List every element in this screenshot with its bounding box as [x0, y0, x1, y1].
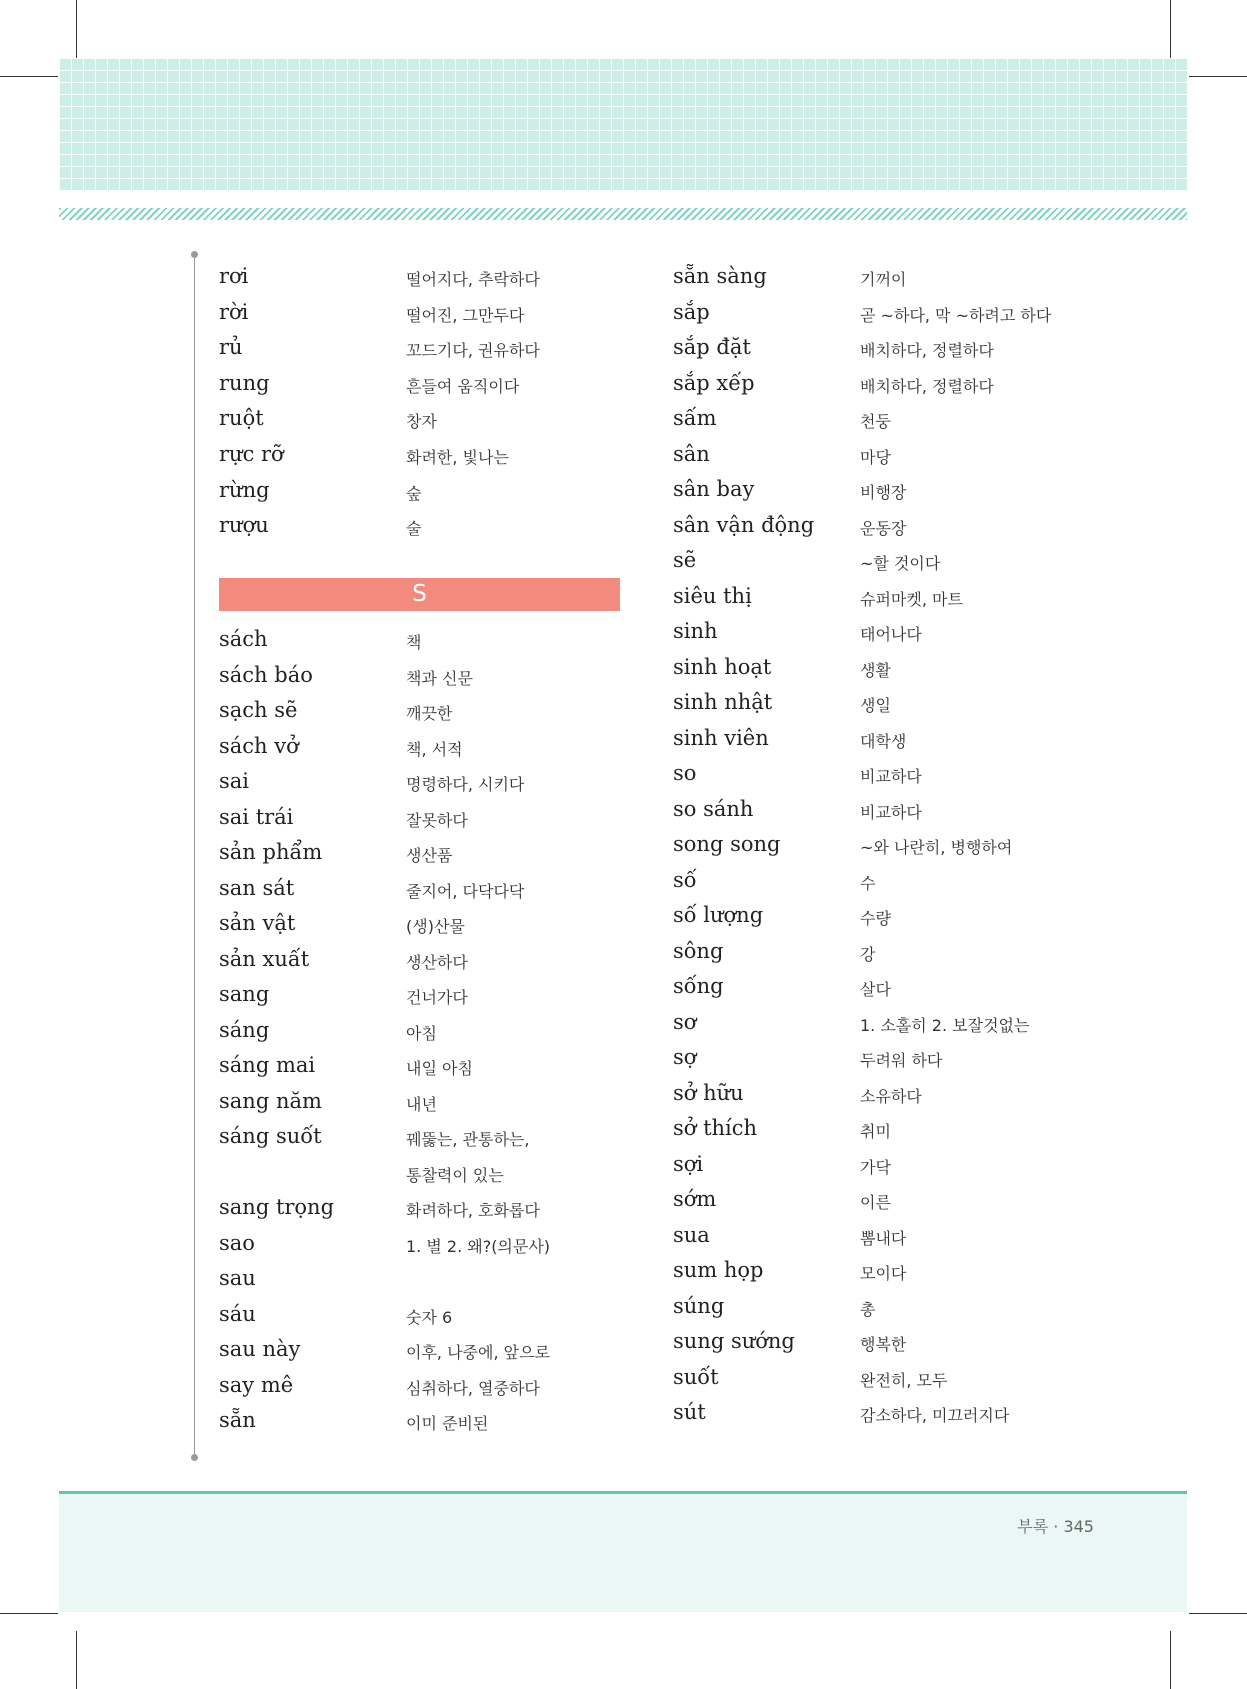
entry-word: rủ	[219, 335, 243, 360]
entry-word: sông	[673, 938, 724, 963]
entry-meaning: 모이다	[860, 1264, 907, 1283]
entry-word: sang năm	[219, 1088, 322, 1113]
entry-meaning: 명령하다, 시키다	[406, 775, 525, 794]
dictionary-entry	[219, 1195, 639, 1229]
dictionary-entry	[673, 1400, 1093, 1434]
entry-word: sao	[219, 1230, 255, 1255]
column-rule-dot	[191, 1454, 198, 1461]
dictionary-entry	[673, 371, 1093, 405]
dictionary-entry	[219, 300, 639, 334]
entry-meaning: 이른	[860, 1193, 891, 1212]
entry-meaning: 술	[406, 519, 422, 539]
entry-meaning: 잘못하다	[406, 810, 468, 830]
entry-word: rời	[219, 299, 249, 324]
crop-mark	[0, 76, 58, 77]
entry-meaning: 심취하다, 열중하다	[406, 1378, 540, 1398]
entry-word: sai trái	[219, 804, 294, 829]
entry-meaning: 줄지어, 다닥다닥	[406, 881, 525, 901]
entry-meaning: 흔들여 움직이다	[406, 376, 520, 396]
dictionary-entry	[673, 1223, 1093, 1257]
entry-word: siêu thị	[673, 583, 752, 608]
entry-meaning: 태어나다	[860, 625, 922, 644]
entry-word: sau này	[219, 1337, 301, 1361]
dictionary-entry	[219, 1266, 639, 1300]
dictionary-entry	[673, 264, 1093, 298]
dictionary-entry	[219, 1408, 639, 1442]
entry-word: sáng	[219, 1017, 270, 1042]
dictionary-entry	[673, 690, 1093, 724]
dictionary-entry	[673, 1365, 1093, 1399]
dictionary-entry	[219, 1053, 639, 1087]
entry-word: súng	[673, 1293, 725, 1318]
entry-meaning: 배치하다, 정렬하다	[860, 376, 994, 396]
entry-meaning: 비교하다	[860, 802, 922, 822]
entry-word: song song	[673, 832, 781, 856]
entry-word: sợ	[673, 1045, 697, 1069]
entry-meaning: 생일	[860, 696, 891, 715]
dictionary-entry	[219, 513, 639, 547]
entry-meaning: ~할 것이다	[860, 554, 941, 573]
dictionary-entry	[673, 1116, 1093, 1150]
entry-meaning: 감소하다, 미끄러지다	[860, 1406, 1010, 1425]
entry-word: sân	[673, 441, 710, 466]
entry-word: sai	[219, 769, 250, 793]
entry-word: sang	[219, 982, 270, 1006]
crop-mark	[1189, 1613, 1247, 1614]
dictionary-entry	[219, 663, 639, 697]
dictionary-entry	[219, 1302, 639, 1336]
entry-meaning: 숫자 6	[406, 1307, 453, 1327]
entry-meaning: 뽐내다	[860, 1228, 907, 1248]
entry-word: sản phẩm	[219, 840, 323, 864]
entry-meaning: 가닥	[860, 1157, 891, 1177]
entry-word: so sánh	[673, 796, 754, 821]
dictionary-entry	[219, 1160, 639, 1194]
entry-word: sơ	[673, 1009, 697, 1034]
entry-meaning: 슈퍼마켓, 마트	[860, 589, 963, 609]
entry-meaning: 생산품	[406, 846, 453, 865]
dictionary-entry	[219, 627, 639, 661]
dictionary-entry	[219, 1018, 639, 1052]
entry-word: sở hữu	[673, 1080, 744, 1105]
entry-meaning: 총	[860, 1299, 876, 1319]
dictionary-entry	[673, 406, 1093, 440]
dictionary-entry	[673, 1081, 1093, 1115]
entry-meaning: 생산하다	[406, 952, 468, 972]
entry-meaning: 화려한, 빛나는	[406, 448, 509, 467]
entry-meaning: 마당	[860, 447, 891, 467]
dictionary-entry	[219, 698, 639, 732]
entry-word: sắp	[673, 299, 710, 324]
dictionary-entry	[673, 335, 1093, 369]
entry-word: rực rỡ	[219, 442, 284, 466]
dictionary-entry	[219, 406, 639, 440]
dictionary-entry	[673, 903, 1093, 937]
dictionary-entry	[219, 840, 639, 874]
entry-meaning: 천둥	[860, 412, 891, 431]
entry-word: số	[673, 867, 697, 892]
dictionary-entry	[673, 974, 1093, 1008]
dictionary-entry	[673, 1152, 1093, 1186]
dictionary-entry	[219, 1337, 639, 1371]
entry-word: sẽ	[673, 548, 697, 572]
entry-word: sống	[673, 974, 724, 998]
entry-word: sắp xếp	[673, 370, 755, 395]
footer-band	[59, 1494, 1187, 1612]
entry-meaning: 곧 ~하다, 막 ~하려고 하다	[860, 305, 1052, 325]
dictionary-entry	[219, 1124, 639, 1158]
header-grid-band	[59, 58, 1187, 190]
dictionary-entry	[673, 761, 1093, 795]
dictionary-entry	[673, 797, 1093, 831]
entry-meaning: 두려워 하다	[860, 1051, 943, 1070]
entry-word: sang trọng	[219, 1195, 335, 1219]
entry-meaning: 비행장	[860, 483, 907, 502]
entry-meaning: 배치하다, 정렬하다	[860, 341, 994, 360]
entry-meaning: 창자	[406, 412, 437, 432]
entry-meaning: 내년	[406, 1094, 437, 1114]
crop-mark	[76, 0, 77, 58]
dictionary-entry	[673, 868, 1093, 902]
entry-word: rơi	[219, 264, 249, 288]
dictionary-entry	[219, 805, 639, 839]
entry-word: sẵn	[219, 1408, 256, 1432]
entry-word: sản xuất	[219, 946, 310, 971]
entry-meaning: 완전히, 모두	[860, 1370, 948, 1390]
dictionary-entry	[219, 1089, 639, 1123]
dictionary-entry	[673, 1045, 1093, 1079]
entry-meaning: 건너가다	[406, 988, 468, 1007]
entry-meaning: 깨끗한	[406, 704, 453, 723]
entry-word: sân bay	[673, 477, 755, 501]
entry-meaning: ~와 나란히, 병행하여	[860, 838, 1013, 857]
entry-word: rung	[219, 370, 270, 395]
dictionary-entry	[673, 655, 1093, 689]
entry-meaning: 운동장	[860, 518, 907, 538]
entry-meaning: 꼬드기다, 권유하다	[406, 341, 540, 361]
page-number: 부록 · 345	[1017, 1517, 1094, 1536]
dictionary-entry	[219, 335, 639, 369]
entry-word: sấm	[673, 406, 717, 430]
entry-word: sáu	[219, 1301, 256, 1326]
entry-word: sách báo	[219, 662, 313, 687]
dictionary-entry	[219, 371, 639, 405]
entry-meaning: 기꺼이	[860, 270, 907, 289]
entry-meaning: 살다	[860, 980, 891, 999]
dictionary-entry	[673, 1258, 1093, 1292]
entry-word: sua	[673, 1222, 710, 1247]
entry-word: san sát	[219, 875, 295, 900]
entry-word: rượu	[219, 513, 269, 538]
entry-meaning: 책과 신문	[406, 668, 473, 688]
entry-word: sinh viên	[673, 725, 769, 750]
entry-word: sum họp	[673, 1258, 764, 1282]
dictionary-entry	[673, 1187, 1093, 1221]
entry-meaning: 취미	[860, 1122, 891, 1141]
dictionary-entry	[673, 1329, 1093, 1363]
entry-word: sáng mai	[219, 1053, 316, 1077]
header-hatch-stripe	[59, 208, 1187, 220]
entry-meaning: 1. 소홀히 2. 보잘것없는	[860, 1015, 1030, 1035]
crop-mark	[1170, 0, 1171, 58]
entry-meaning: 이미 준비된	[406, 1414, 489, 1433]
entry-meaning: 떨어지다, 추락하다	[406, 270, 540, 289]
dictionary-entry	[673, 619, 1093, 653]
crop-mark	[1170, 1631, 1171, 1689]
entry-word: ruột	[219, 406, 264, 431]
dictionary-entry	[673, 1010, 1093, 1044]
entry-meaning: 대학생	[860, 731, 907, 751]
section-heading-s: S	[219, 578, 620, 611]
dictionary-entry	[219, 911, 639, 945]
dictionary-entry	[219, 478, 639, 512]
entry-word: sớm	[673, 1187, 717, 1211]
entry-word: suốt	[673, 1364, 719, 1389]
dictionary-entry	[219, 769, 639, 803]
crop-mark	[76, 1631, 77, 1689]
entry-meaning: 내일 아침	[406, 1059, 473, 1078]
entry-meaning: 1. 별 2. 왜?(의문사)	[406, 1236, 551, 1256]
entry-meaning: 꿰뚫는, 관통하는,	[406, 1130, 530, 1149]
entry-meaning: 생활	[860, 660, 891, 680]
dictionary-entry	[673, 442, 1093, 476]
entry-word: sẵn sàng	[673, 264, 767, 288]
entry-meaning: 통찰력이 있는	[406, 1165, 504, 1185]
entry-word: sáng suốt	[219, 1124, 322, 1148]
entry-meaning: 수량	[860, 909, 891, 928]
dictionary-entry	[673, 726, 1093, 760]
dictionary-entry	[219, 1373, 639, 1407]
dictionary-entry	[219, 442, 639, 476]
dictionary-entry	[673, 300, 1093, 334]
entry-meaning: 책, 서적	[406, 739, 463, 759]
dictionary-entry	[673, 1294, 1093, 1328]
entry-meaning: 떨어진, 그만두다	[406, 305, 525, 325]
entry-meaning: (생)산물	[406, 917, 465, 936]
entry-word: sau	[219, 1266, 256, 1290]
entry-word: rừng	[219, 477, 270, 502]
dictionary-entry	[673, 832, 1093, 866]
entry-word: sinh	[673, 619, 718, 643]
entry-word: sách vở	[219, 733, 299, 758]
entry-word: sản vật	[219, 911, 296, 935]
entry-meaning: 이후, 나중에, 앞으로	[406, 1343, 550, 1362]
dictionary-entry	[673, 477, 1093, 511]
entry-word: số lượng	[673, 903, 764, 927]
crop-mark	[1189, 76, 1247, 77]
dictionary-entry	[673, 939, 1093, 973]
entry-word: sạch sẽ	[219, 698, 298, 722]
entry-meaning: 비교하다	[860, 767, 922, 786]
entry-meaning: 화려하다, 호화롭다	[406, 1201, 540, 1220]
dictionary-entry	[219, 982, 639, 1016]
entry-meaning: 수	[860, 873, 876, 893]
column-rule-dot	[191, 251, 198, 258]
entry-word: sợi	[673, 1151, 704, 1176]
entry-word: sân vận động	[673, 512, 815, 537]
entry-word: sinh hoạt	[673, 654, 772, 679]
dictionary-entry	[219, 1231, 639, 1265]
entry-meaning: 소유하다	[860, 1086, 922, 1106]
entry-word: sung sướng	[673, 1329, 795, 1353]
dictionary-entry	[219, 264, 639, 298]
entry-word: sách	[219, 627, 268, 651]
entry-word: sở thích	[673, 1116, 758, 1140]
entry-meaning: 숲	[406, 483, 422, 503]
entry-word: sút	[673, 1400, 706, 1424]
dictionary-entry	[219, 876, 639, 910]
entry-meaning: 아침	[406, 1023, 437, 1043]
entry-word: so	[673, 761, 697, 785]
entry-word: say mê	[219, 1372, 294, 1397]
entry-meaning: 강	[860, 944, 876, 964]
entry-word: sinh nhật	[673, 690, 773, 714]
entry-word: sắp đặt	[673, 335, 751, 359]
dictionary-entry	[219, 947, 639, 981]
column-rule	[194, 253, 195, 1458]
entry-meaning: 책	[406, 633, 422, 652]
dictionary-entry	[673, 548, 1093, 582]
entry-meaning: 행복한	[860, 1335, 907, 1354]
dictionary-entry	[673, 584, 1093, 618]
dictionary-entry	[219, 734, 639, 768]
dictionary-entry	[673, 513, 1093, 547]
crop-mark	[0, 1613, 58, 1614]
